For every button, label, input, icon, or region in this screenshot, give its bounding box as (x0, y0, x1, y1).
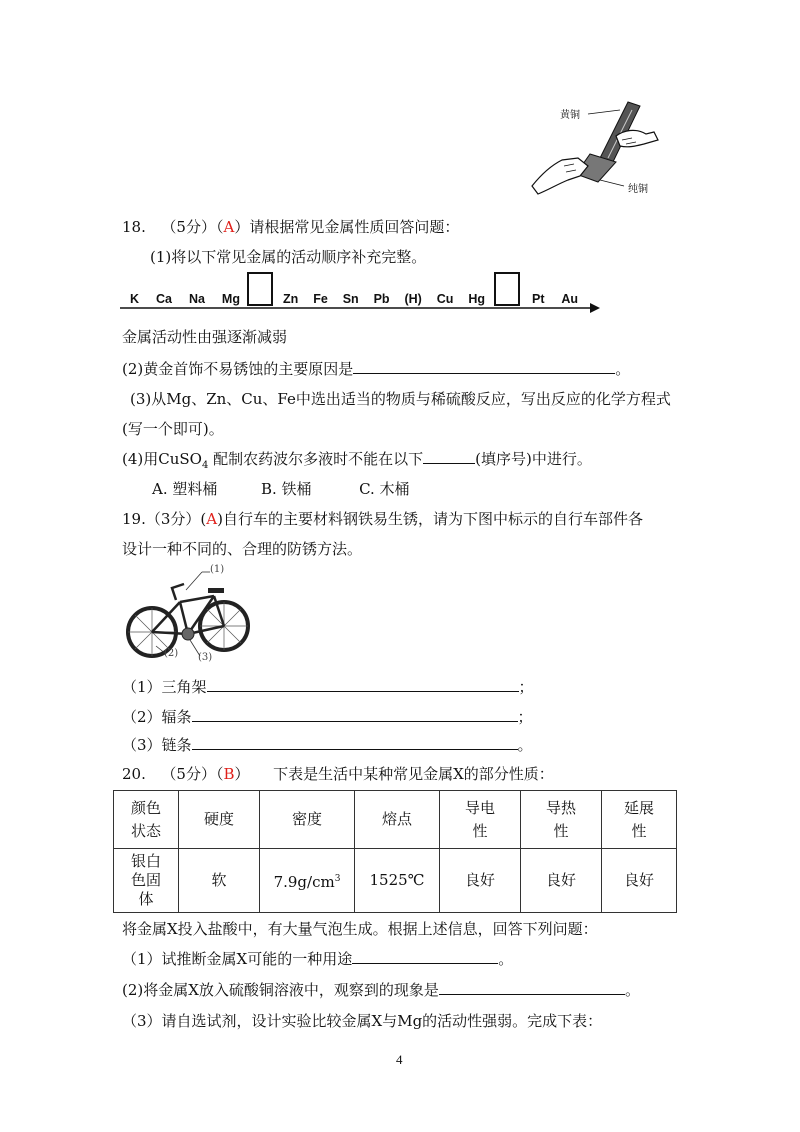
table-cell: 良好 (521, 849, 602, 913)
q18-sub4-post: (填序号)中进行。 (475, 450, 592, 468)
bicycle-figure (126, 562, 256, 672)
answer-blank[interactable] (207, 677, 519, 692)
metal-symbol: Sn (342, 292, 359, 306)
q18-sub1: (1)将以下常见金属的活动顺序补充完整。 (150, 248, 427, 266)
q19-answer-3 (122, 734, 533, 755)
q20-sub1 (122, 948, 513, 969)
header-cell: 密度 (260, 791, 355, 849)
q20-sub1-blank[interactable] (352, 949, 498, 964)
q19-answer-1 (122, 676, 534, 697)
answer-label: （2）辐条 (122, 708, 192, 726)
metal-properties-table (113, 790, 677, 913)
table-cell: $7.9g/cm^3$ (260, 849, 355, 913)
metal-symbol: Au (561, 292, 578, 306)
metal-symbol: Pt (532, 292, 545, 306)
q18-sub4-blank[interactable] (423, 449, 475, 464)
option-c[interactable]: C. 木桶 (359, 480, 410, 498)
q20-sub2-text: (2)将金属X放入硫酸铜溶液中，观察到的现象是 (122, 981, 439, 999)
metal-symbol: (H) (404, 292, 422, 306)
q20-difficulty-tag: B (223, 765, 235, 783)
q20-after-table: 将金属X投入盐酸中，有大量气泡生成。根据上述信息，回答下列问题： (122, 920, 598, 938)
q19-points: （3分）( (145, 510, 207, 528)
header-cell: 导热 性 (521, 791, 602, 849)
q19-prompt: )自行车的主要材料钢铁易生锈，请为下图中标示的自行车部件各 (217, 510, 643, 528)
bicycle-label-2: (2) (164, 648, 179, 659)
q18-sub4-mid: 配制农药波尔多液时不能在以下 (208, 450, 424, 468)
metal-symbol: Ca (156, 292, 172, 306)
table-cell: 银白 色固 体 (114, 849, 179, 913)
metal-symbol: Fe (313, 292, 328, 306)
q19-line2: 设计一种不同的、合理的防锈方法。 (122, 540, 363, 558)
bicycle-label-1: (1) (210, 564, 225, 575)
header-cell: 导电 性 (440, 791, 521, 849)
answer-end: ； (518, 678, 534, 696)
q20-sub2 (122, 979, 640, 1000)
q20-tag-close: ） (234, 765, 250, 783)
header-cell: 硬度 (179, 791, 260, 849)
q18-number: 18. (122, 218, 146, 236)
q20-sub2-blank[interactable] (439, 980, 625, 995)
bicycle-illustration (126, 562, 256, 672)
q20-intro: 下表是生活中某种常见金属X的部分性质： (273, 765, 554, 783)
metal-symbol: Zn (283, 292, 299, 306)
activity-caption: 金属活动性由强逐渐减弱 (122, 328, 288, 346)
metal-symbol: Na (188, 292, 205, 306)
q18-sub4 (122, 448, 592, 471)
q18-sub4-subscript: 4 (201, 460, 209, 471)
q18-difficulty-tag: A (223, 218, 235, 236)
metal-symbol: Pb (373, 292, 390, 306)
q18-prompt: ）请根据常见金属性质回答问题： (234, 218, 460, 236)
q18-sub2 (122, 358, 630, 379)
option-b[interactable]: B. 铁桶 (260, 480, 312, 498)
q18-sub2-text: (2)黄金首饰不易锈蚀的主要原因是 (122, 360, 354, 378)
q20-sub1-text: （1）试推断金属X可能的一种用途 (122, 950, 353, 968)
table-cell: 良好 (602, 849, 677, 913)
table-header-row (114, 791, 677, 849)
option-a[interactable]: A. 塑料桶 (152, 480, 218, 498)
answer-blank[interactable] (192, 735, 518, 750)
q19-title (122, 508, 643, 529)
q18-sub3-line2: (写一个即可)。 (122, 420, 224, 438)
header-cell: 延展 性 (602, 791, 677, 849)
bicycle-label-3: (3) (198, 652, 213, 663)
header-cell: 熔点 (355, 791, 440, 849)
metal-symbol: Hg (468, 292, 485, 306)
q18-sub2-end: 。 (615, 360, 631, 378)
q20-title (122, 763, 554, 784)
page-number: 4 (396, 1052, 403, 1067)
header-cell: 颜色 状态 (114, 791, 179, 849)
q20-sub2-end: 。 (624, 981, 640, 999)
answer-end: 。 (517, 736, 533, 754)
metal-symbol: K (130, 292, 140, 306)
metal-symbol: Mg (221, 292, 240, 306)
q20-sub1-end: 。 (498, 950, 514, 968)
q18-sub3-line1: (3)从Mg、Zn、Cu、Fe中选出适当的物质与稀硫酸反应，写出反应的化学方程式 (130, 390, 671, 408)
activity-arrow (120, 300, 600, 314)
q18-sub2-blank[interactable] (353, 359, 615, 374)
brass-label: 黄铜 (560, 110, 580, 121)
table-cell: 良好 (440, 849, 521, 913)
answer-label: （3）链条 (122, 736, 192, 754)
q19-answer-2 (122, 706, 533, 727)
q20-points: （5分）（ (161, 765, 224, 783)
table-cell: 软 (179, 849, 260, 913)
answer-end: ； (517, 708, 533, 726)
q20-sub3: （3）请自选试剂，设计实验比较金属X与Mg的活动性强弱。完成下表： (122, 1012, 603, 1030)
q20-number: 20. (122, 765, 146, 783)
table-cell: 1525℃ (355, 849, 440, 913)
answer-label: （1）三角架 (122, 678, 207, 696)
q18-title (122, 216, 459, 237)
answer-blank[interactable] (192, 707, 518, 722)
pure-copper-label: 纯铜 (628, 184, 648, 195)
q18-points: （5分）（ (161, 218, 224, 236)
q18-sub4-pre: (4)用CuSO (122, 450, 202, 468)
q18-options (152, 478, 410, 499)
table-row (114, 849, 677, 913)
q19-number: 19. (122, 510, 146, 528)
q19-difficulty-tag: A (206, 510, 218, 528)
metal-symbol: Cu (436, 292, 454, 306)
